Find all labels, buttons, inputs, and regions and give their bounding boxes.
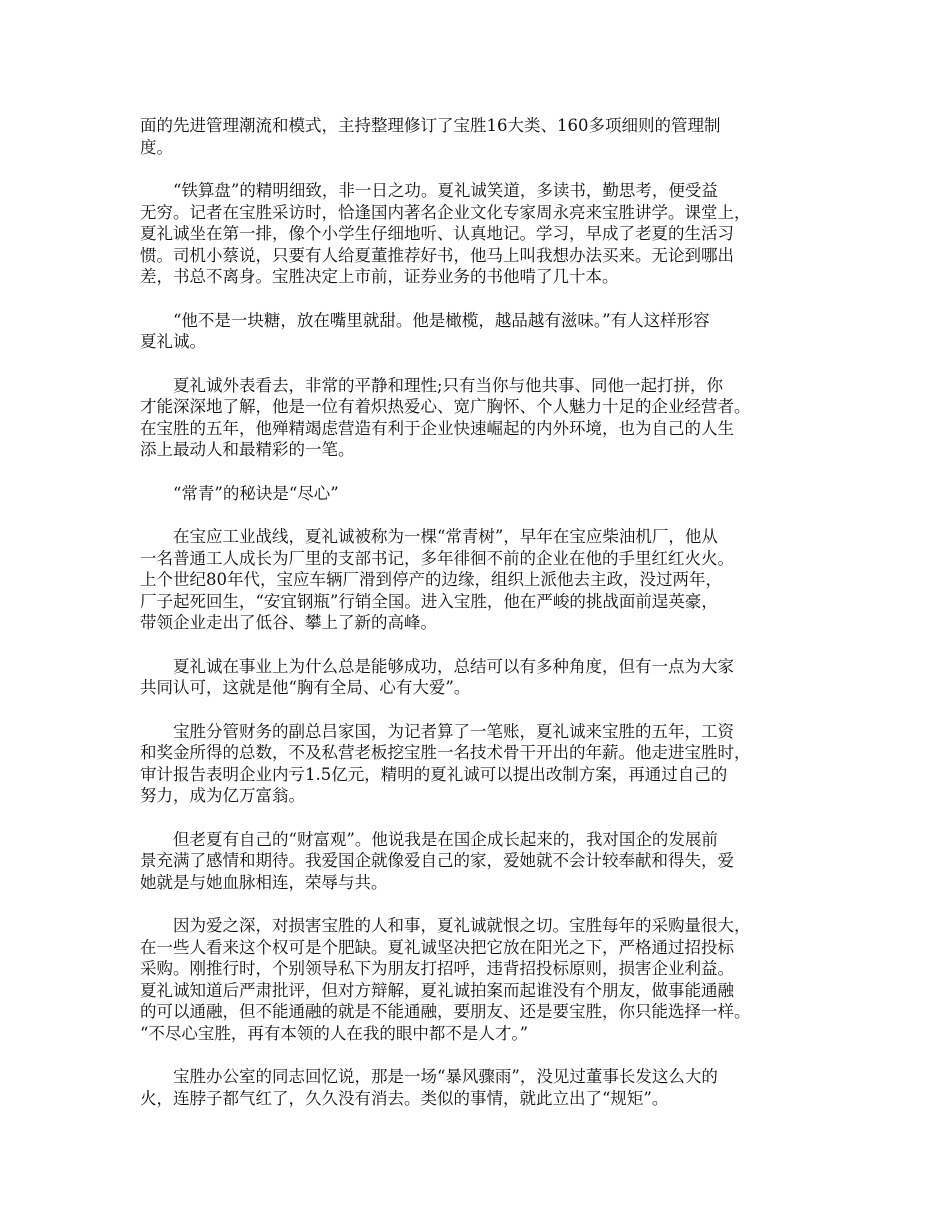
paragraph-4: 夏礼诚外表看去，非常的平静和理性;只有当你与他共事、同他一起打拼，你 才能深深地了解，他是一位有着炽热爱心、宽广胸怀、个人魅力十足的企业经营者。 在宝胜的五年，他殚精竭虑营造有利于企业快速崛起的内外环境，也为自己的人生 添上最动人和最精彩的一笔。 xyxy=(140,375,751,459)
paragraph-11: 宝胜办公室的同志回忆说，那是一场“暴风骤雨”，没见过董事长发这么大的 火，连脖子都气红了，久久没有消去。类似的事情，就此立出了“规矩”。 xyxy=(140,1067,718,1108)
paragraph-8: 宝胜分管财务的副总吕家国，为记者算了一笔账，夏礼诚来宝胜的五年，工资 和奖金所得的总数，不及私营老板挖宝胜一名技术骨干开出的年薪。他走进宝胜时， 审计报告表明企业内亏1.5亿元，精明的夏礼诚可以提出改制方案，再通过自己的 努力，成为亿万富翁。 xyxy=(140,721,751,805)
paragraph-6: 在宝应工业战线，夏礼诚被称为一棵“常青树”，早年在宝应柴油机厂，他从 一名普通工人成长为厂里的支部书记，多年徘徊不前的企业在他的手里红红火火。 上个世纪80年代，宝应车辆厂滑到停产的边缘，组织上派他去主政，没过两年， 厂子起死回生，“安宜钢瓶”行销全国。进入宝胜，他在严峻的挑战面前逞英豪， 带领企业走出了低谷、攀上了新的高峰。 xyxy=(140,527,734,632)
paragraph-10: 因为爱之深，对损害宝胜的人和事，夏礼诚就恨之切。宝胜每年的采购量很大， 在一些人看来这个权可是个肥缺。夏礼诚坚决把它放在阳光之下，严格通过招投标 采购。刚推行时，个别领导私下为朋友打招呼，违背招投标原则，损害企业利益。 夏礼诚知道后严肃批评，但对方辩解，夏礼诚拍案而起谁没有个朋友，做事能通融 的可以通融，但不能通融的就是不能通融，要朋友、还是要宝胜，你只能选择一样。 “不尽心宝胜，再有本领的人在我的眼中都不是人才。” xyxy=(140,916,751,1043)
paragraph-1: 面的先进管理潮流和模式，主持整理修订了宝胜16大类、160多项细则的管理制 度。 xyxy=(140,116,721,157)
section-heading: “常青”的秘诀是“尽心” xyxy=(140,483,339,503)
paragraph-3: “他不是一块糖，放在嘴里就甜。他是橄榄，越品越有滋味。”有人这样形容 夏礼诚。 xyxy=(140,310,710,351)
paragraph-7: 夏礼诚在事业上为什么总是能够成功，总结可以有多种角度，但有一点为大家 共同认可，这就是他“胸有全局、心有大爱”。 xyxy=(140,656,734,697)
paragraph-9: 但老夏有自己的“财富观”。他说我是在国企成长起来的，我对国企的发展前 景充满了感情和期待。我爱国企就像爱自己的家，爱她就不会计较奉献和得失，爱 她就是与她血脉相连，荣辱与共。 xyxy=(140,829,734,892)
article-body xyxy=(140,115,820,1131)
paragraph-2: “铁算盘”的精明细致，非一日之功。夏礼诚笑道，多读书，勤思考，便受益 无穷。记者在宝胜采访时，恰逢国内著名企业文化专家周永亮来宝胜讲学。课堂上， 夏礼诚坐在第一排，像个小学生仔细地听、认真地记。学习，早成了老夏的生活习 惯。司机小蔡说，只要有人给夏董推荐好书，他马上叫我想办法买来。无论到哪出 差，书总不离身。宝胜决定上市前，证券业务的书他啃了几十本。 xyxy=(140,181,751,286)
